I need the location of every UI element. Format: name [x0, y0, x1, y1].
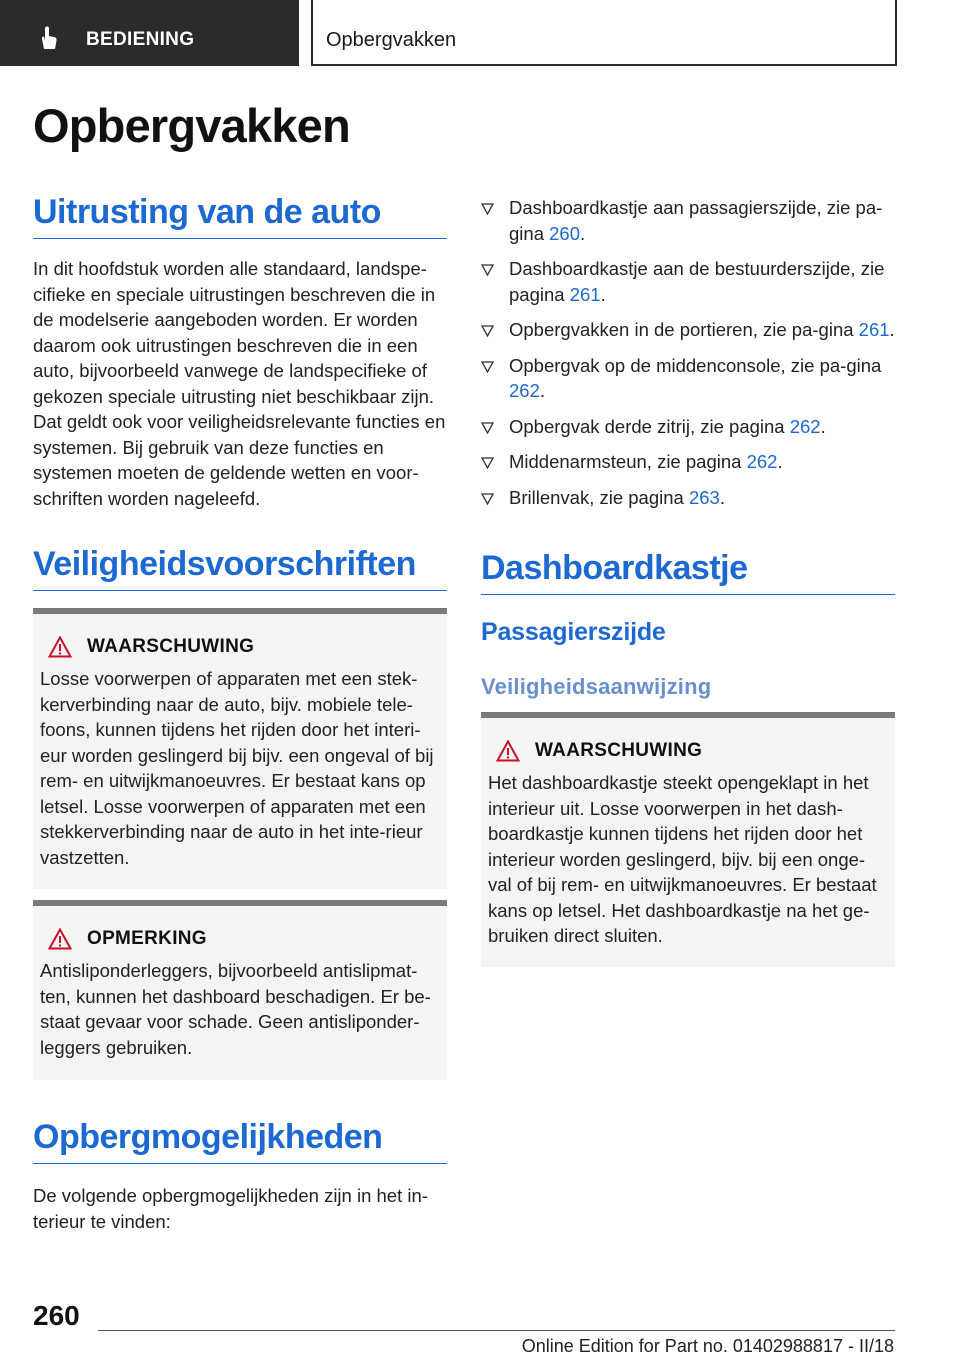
list-item: Opbergvak op de middenconsole, zie pa-gina 262. [481, 353, 895, 404]
warning-text: Het dashboardkastje steekt opengeklapt in het interieur uit. Losse voorwerpen in het dash-boardkastje kunnen tijdens het rijden door het interieur worden geslingerd, bijv. bij een onge-val of bij rem- en uitwijkmanoeuvres. Er bestaat kans op letsel. Het dashboardkastje na het ge-bruiken direct sluiten. [488, 772, 877, 946]
warning-box-2 [481, 712, 895, 967]
triangle-bullet-icon [481, 203, 494, 215]
triangle-bullet-icon [481, 422, 494, 434]
page-header [0, 0, 960, 66]
page-link[interactable]: 262 [789, 415, 821, 437]
list-item: Middenarmsteun, zie pagina 262. [481, 449, 895, 475]
heading-uitrusting: Uitrusting van de auto [33, 192, 447, 239]
chapter-tab [311, 0, 897, 66]
page-link[interactable]: 262 [509, 380, 540, 401]
heading-passagierszijde: Passagierszijde [481, 618, 666, 646]
warning-title [488, 736, 887, 766]
warning-text: Losse voorwerpen of apparaten met een stek-kerverbinding naar de auto, bijv. mobiele tele-foons, kunnen tijdens het rijden door het interi-eur worden geslingerd bij bijv. een ongeval of bij rem- en uitwijkmanoeuvres. Er bestaat kans op letsel. Losse voorwerpen of apparaten met een stekkerverbinding naar de auto in het inte-rieur vastzetten. [40, 668, 434, 868]
footer-divider [98, 1330, 895, 1331]
warning-triangle-icon [496, 740, 520, 762]
triangle-bullet-icon [481, 493, 494, 505]
list-item: Opbergvak derde zitrij, zie pagina 262. [481, 414, 895, 440]
triangle-bullet-icon [481, 325, 494, 337]
storage-list [481, 195, 895, 520]
notice-box [33, 900, 447, 1080]
warning-triangle-icon [48, 928, 72, 950]
warning-triangle-icon [48, 636, 72, 658]
section-label: BEDIENING [86, 29, 195, 50]
warning-title [40, 632, 439, 662]
list-item: Dashboardkastje aan de bestuurderszijde, zie pagina 261. [481, 256, 895, 307]
list-item: Dashboardkastje aan passagierszijde, zie pa-gina 260. [481, 195, 895, 246]
opberg-text: De volgende opbergmogelijkheden zijn in het in-terieur te vinden: [33, 1185, 428, 1232]
heading-veiligheid: Veiligheidsvoorschriften [33, 544, 447, 591]
warning-title-text: WAARSCHUWING [535, 740, 703, 761]
list-item: Brillenvak, zie pagina 263. [481, 485, 895, 511]
list-item: Opbergvakken in de portieren, zie pa-gina 261. [481, 317, 895, 343]
touch-hand-icon [36, 25, 62, 51]
heading-veiligheidsaanwijzing: Veiligheidsaanwijzing [481, 674, 712, 699]
notice-title [40, 924, 439, 954]
section-tab[interactable] [0, 0, 299, 66]
warning-title-text: WAARSCHUWING [87, 636, 255, 657]
warning-box-1 [33, 608, 447, 889]
page-number: 260 [33, 1300, 80, 1331]
chapter-label: Opbergvakken [326, 29, 457, 51]
notice-title-text: OPMERKING [87, 928, 207, 949]
page-link[interactable]: 261 [858, 319, 890, 340]
page-link[interactable]: 262 [746, 451, 778, 472]
triangle-bullet-icon [481, 264, 494, 276]
uitrusting-text: In dit hoofdstuk worden alle standaard, landspe-cifieke en speciale uitrustingen beschreven die in de modelserie aangeboden worden. Er worden daarom ook uitrustingen beschreven die in een auto, bijvoorbeeld vanwege de landspecifieke of gekozen speciale uitrusting niet beschikbaar zijn. Dat geldt ook voor veiligheidsrelevante functies en systemen. Bij gebruik van deze functies en systemen moeten de geldende wetten en voor-schriften worden nageleefd. [33, 258, 446, 509]
page-title: Opbergvakken [33, 99, 350, 152]
page-link[interactable]: 263 [688, 486, 720, 508]
heading-opbergmogelijkheden: Opbergmogelijkheden [33, 1117, 447, 1164]
page-link[interactable]: 260 [549, 222, 580, 244]
page-link[interactable]: 261 [569, 283, 601, 305]
footer-edition: Online Edition for Part no. 01402988817 - II/18 [521, 1336, 894, 1356]
notice-text: Antisliponderleggers, bijvoorbeeld antislipmat-ten, kunnen het dashboard beschadigen. Er be-staat gevaar voor schade. Geen antisliponder-leggers gebruiken. [40, 960, 431, 1058]
heading-dashboardkastje: Dashboardkastje [481, 548, 895, 595]
triangle-bullet-icon [481, 457, 494, 469]
triangle-bullet-icon [481, 361, 494, 373]
